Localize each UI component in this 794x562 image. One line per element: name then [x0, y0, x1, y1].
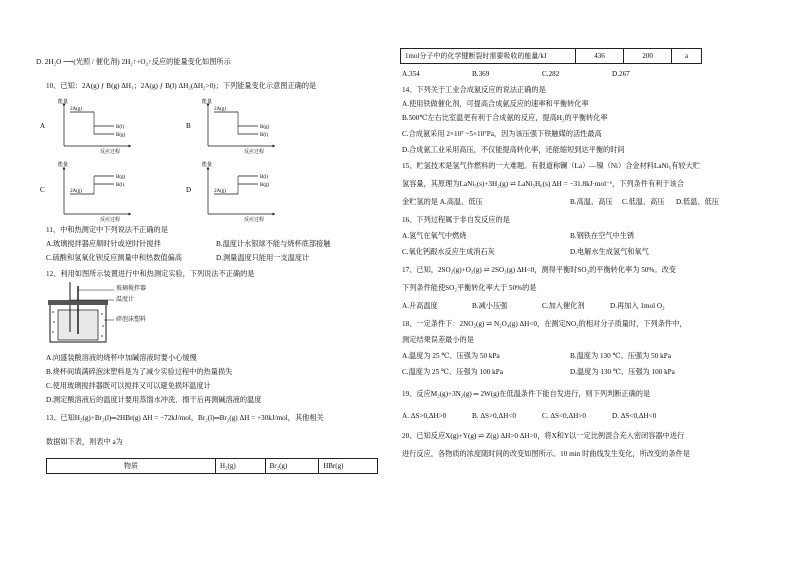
question-13-continued: 数据如下表，则表中 a为: [46, 438, 123, 446]
question-14: 14、下列关于工业合成氨反应的说法正确的是: [402, 86, 546, 94]
question-10: 10、已知：2A(g) ƒ B(g) ΔH₁；2A(g) ƒ B(l) ΔH₂(ΔH₂>0)；下列能量变化示意图正确的是: [46, 82, 317, 90]
svg-text:能量: 能量: [58, 163, 69, 168]
q12-option-d: D.测定酸溶液后的温度计要用蒸馏水冲洗、擦干后再测碱溶液的温度: [46, 396, 262, 404]
q13-option-b: B.369: [472, 70, 490, 78]
svg-text:B(g): B(g): [260, 183, 270, 188]
q16-option-a: A.氢气在氧气中燃烧: [402, 232, 467, 240]
q13-option-d: D.267: [612, 70, 630, 78]
svg-text:B(g): B(g): [116, 175, 126, 180]
header-hbr: HBr(g): [319, 459, 378, 474]
question-20: 20、已知反应X(g)+Y(g) ⇌ Z(g) ΔH>0 ΔH>0，将X和Y以一定比例混合充入密闭容器中进行: [402, 432, 685, 440]
q19-option-c: C. ΔS<0,ΔH>0: [542, 412, 586, 420]
q11-option-b: B.温度计水银球不能与烧杯底部接触: [216, 240, 331, 248]
q15-option-c: C.低温、高压: [622, 198, 665, 206]
q12-option-a: A.向盛装酸溶液的烧杯中加碱溶液时要小心缓慢: [46, 354, 197, 362]
svg-text:2A(g): 2A(g): [214, 107, 226, 112]
question-19: 19、反应M₂(g)+3N₂(g) ═ 2W(g)在低温条件下能自发进行，则下列判断正确的是: [402, 390, 651, 398]
q11-option-d: D.测量温度只能用一支温度计: [216, 254, 310, 262]
svg-text:2A(g): 2A(g): [214, 189, 226, 194]
diagram-c-letter: C: [40, 186, 45, 194]
bond-energy-table-row: [400, 48, 702, 64]
question-15: 15、贮氢技术是氢气作燃料的一大难题。有报道称镧（La）—镍（Ni）合金材料LaNi₅有较大贮: [402, 162, 700, 170]
label-glass-stirrer: 玻璃搅拌器: [116, 286, 147, 292]
svg-text:反应过程: 反应过程: [244, 150, 265, 155]
svg-text:反应过程: 反应过程: [100, 218, 121, 222]
q15-option-b: B.高温、高压: [570, 198, 613, 206]
svg-text:B(l): B(l): [260, 175, 269, 180]
cell-hbr: a: [672, 49, 702, 64]
diagram-a: [40, 98, 130, 155]
q14-option-b: B.500℃左右比室温更有利于合成氨的反应，提高H₂的平衡转化率: [402, 114, 608, 122]
svg-text:能量: 能量: [202, 163, 213, 168]
header-br2: Br₂(g): [265, 459, 319, 474]
svg-text:B(l): B(l): [260, 133, 269, 138]
question-15-equation: 氢容量，其原理为LaNi₅(s)+3H₂(g) ⇌ LaNi₅H₆(s) ΔH = −31.8kJ·mol⁻¹，下列条件有利于该合: [402, 180, 684, 188]
question-9-option-d: D. 2H₂O ⟶(光照 / 催化剂) 2H₂↑+O₂↑反应的能量变化如图所示: [36, 58, 231, 66]
q17-option-b: B.减小压强: [472, 302, 508, 310]
q17-option-d: D.再加入 1mol O₂: [610, 302, 665, 310]
q11-option-a: A.玻璃搅拌器应顺时针或逆时针搅拌: [46, 240, 161, 248]
q17-option-a: A.升高温度: [402, 302, 438, 310]
diagram-b: [186, 98, 274, 155]
diagram-a-xlabel: 反应过程: [100, 150, 121, 155]
q12-option-c: C.使用玻璃搅拌器既可以搅拌又可以避免损坏温度计: [46, 382, 211, 390]
q15-option-d: D.低温、低压: [676, 198, 719, 206]
diagram-b-letter: B: [186, 122, 191, 130]
question-18-continued: 测定结果误差最小的是: [402, 336, 474, 344]
question-17-continued: 下列条件能使SO₂平衡转化率大于 50%的是: [402, 284, 537, 292]
svg-text:B(l): B(l): [116, 183, 125, 188]
svg-text:B(g): B(g): [260, 125, 270, 130]
q11-option-c: C.硫酸和氢氧化钡反应测量中和热数值偏高: [46, 254, 182, 262]
question-18: 18、一定条件下：2NO₂(g) ⇌ N₂O₄(g) ΔH<0，在测定NO₂的相对分子质量时，下列条件中，: [402, 320, 687, 328]
diagram-c: [40, 161, 130, 222]
q17-option-c: C.加入催化剂: [542, 302, 585, 310]
row-label: 1mol分子中的化学键断裂时需要吸收的能量/kJ: [401, 49, 576, 64]
q13-option-c: C.282: [542, 70, 560, 78]
svg-text:B(g): B(g): [116, 133, 126, 138]
diagram-a-letter: A: [40, 122, 46, 130]
q16-option-d: D.电解水生成氢气和氧气: [570, 248, 649, 256]
svg-text:2A(g): 2A(g): [70, 107, 82, 112]
cell-br2: 200: [624, 49, 672, 64]
question-17: 17、已知，2SO₂(g)+O₂(g) ⇌ 2SO₃(g) ΔH<0，测得平衡时SO₂的平衡转化率为 50%。改变: [402, 266, 676, 274]
svg-text:反应过程: 反应过程: [244, 218, 265, 222]
question-16: 16、下列过程属于非自发反应的是: [402, 216, 510, 224]
diagram-d-letter: D: [186, 186, 192, 194]
q18-option-c: C.温度为 25 ℃、压强为 100 kPa: [402, 368, 503, 376]
header-h2: H₂(g): [216, 459, 266, 474]
q19-option-b: B. ΔS>0,ΔH<0: [472, 412, 516, 420]
q12-option-b: B.烧杯间填满碎泡沫塑料是为了减少实验过程中的热量损失: [46, 368, 233, 376]
svg-text:B(l): B(l): [116, 125, 125, 130]
q16-option-b: B.钢铁在空气中生锈: [570, 232, 635, 240]
q18-option-b: B.温度为 130 ℃、压强为 50 kPa: [570, 352, 671, 360]
cell-h2: 436: [576, 49, 624, 64]
q19-option-a: A. ΔS>0,ΔH>0: [402, 412, 447, 420]
diagram-a-ylabel: 能量: [58, 100, 69, 105]
label-foam-plastic: 碎泡沫塑料: [116, 317, 147, 323]
svg-text:能量: 能量: [202, 100, 213, 105]
q18-option-d: D.温度为 130 ℃、压强为 100 kPa: [570, 368, 675, 376]
header-substance: 物质: [47, 459, 216, 474]
q10-energy-diagrams: [40, 98, 280, 222]
label-thermometer: 温度计: [116, 297, 135, 303]
bond-energy-table-header: [46, 458, 378, 474]
question-12: 12、利用如图所示装置进行中和热测定实验，下列说法不正确的是: [46, 270, 255, 278]
question-20-continued: 进行反应，各物质的浓度随时间的改变如图所示。10 min 时曲线发生变化，所改变的条件是: [402, 450, 690, 458]
question-15-continued: 金贮氢的是 A.高温、低压: [402, 198, 483, 206]
question-13: 13、已知H₂(g)+Br₂(l)═2HBr(g) ΔH = −72kJ/mol，Br₂(l)═Br₂(g) ΔH = +30kJ/mol，其他相关: [46, 414, 324, 422]
q18-option-a: A.温度为 25 ℃、压强为 50 kPa: [402, 352, 500, 360]
q14-option-d: D.合成氨工业采用高压，不仅能提高转化率，还能缩短到达平衡的时间: [402, 146, 625, 154]
q14-option-a: A.使用铁做催化剂，可提高合成氨反应的速率和平衡转化率: [402, 100, 589, 108]
question-11: 11、中和热测定中下列说法不正确的是: [46, 226, 168, 234]
svg-text:2A(g): 2A(g): [70, 189, 82, 194]
q19-option-d: D. ΔS<0,ΔH<0: [612, 412, 657, 420]
q14-option-c: C.合成氨采用 2×10⁷ ~5×10⁷Pa，因为该压强下铁触媒的活性最高: [402, 130, 602, 138]
q13-option-a: A.354: [402, 70, 420, 78]
diagram-d: [186, 161, 274, 222]
q16-option-c: C.氧化钙跟水反应生成消石灰: [402, 248, 495, 256]
